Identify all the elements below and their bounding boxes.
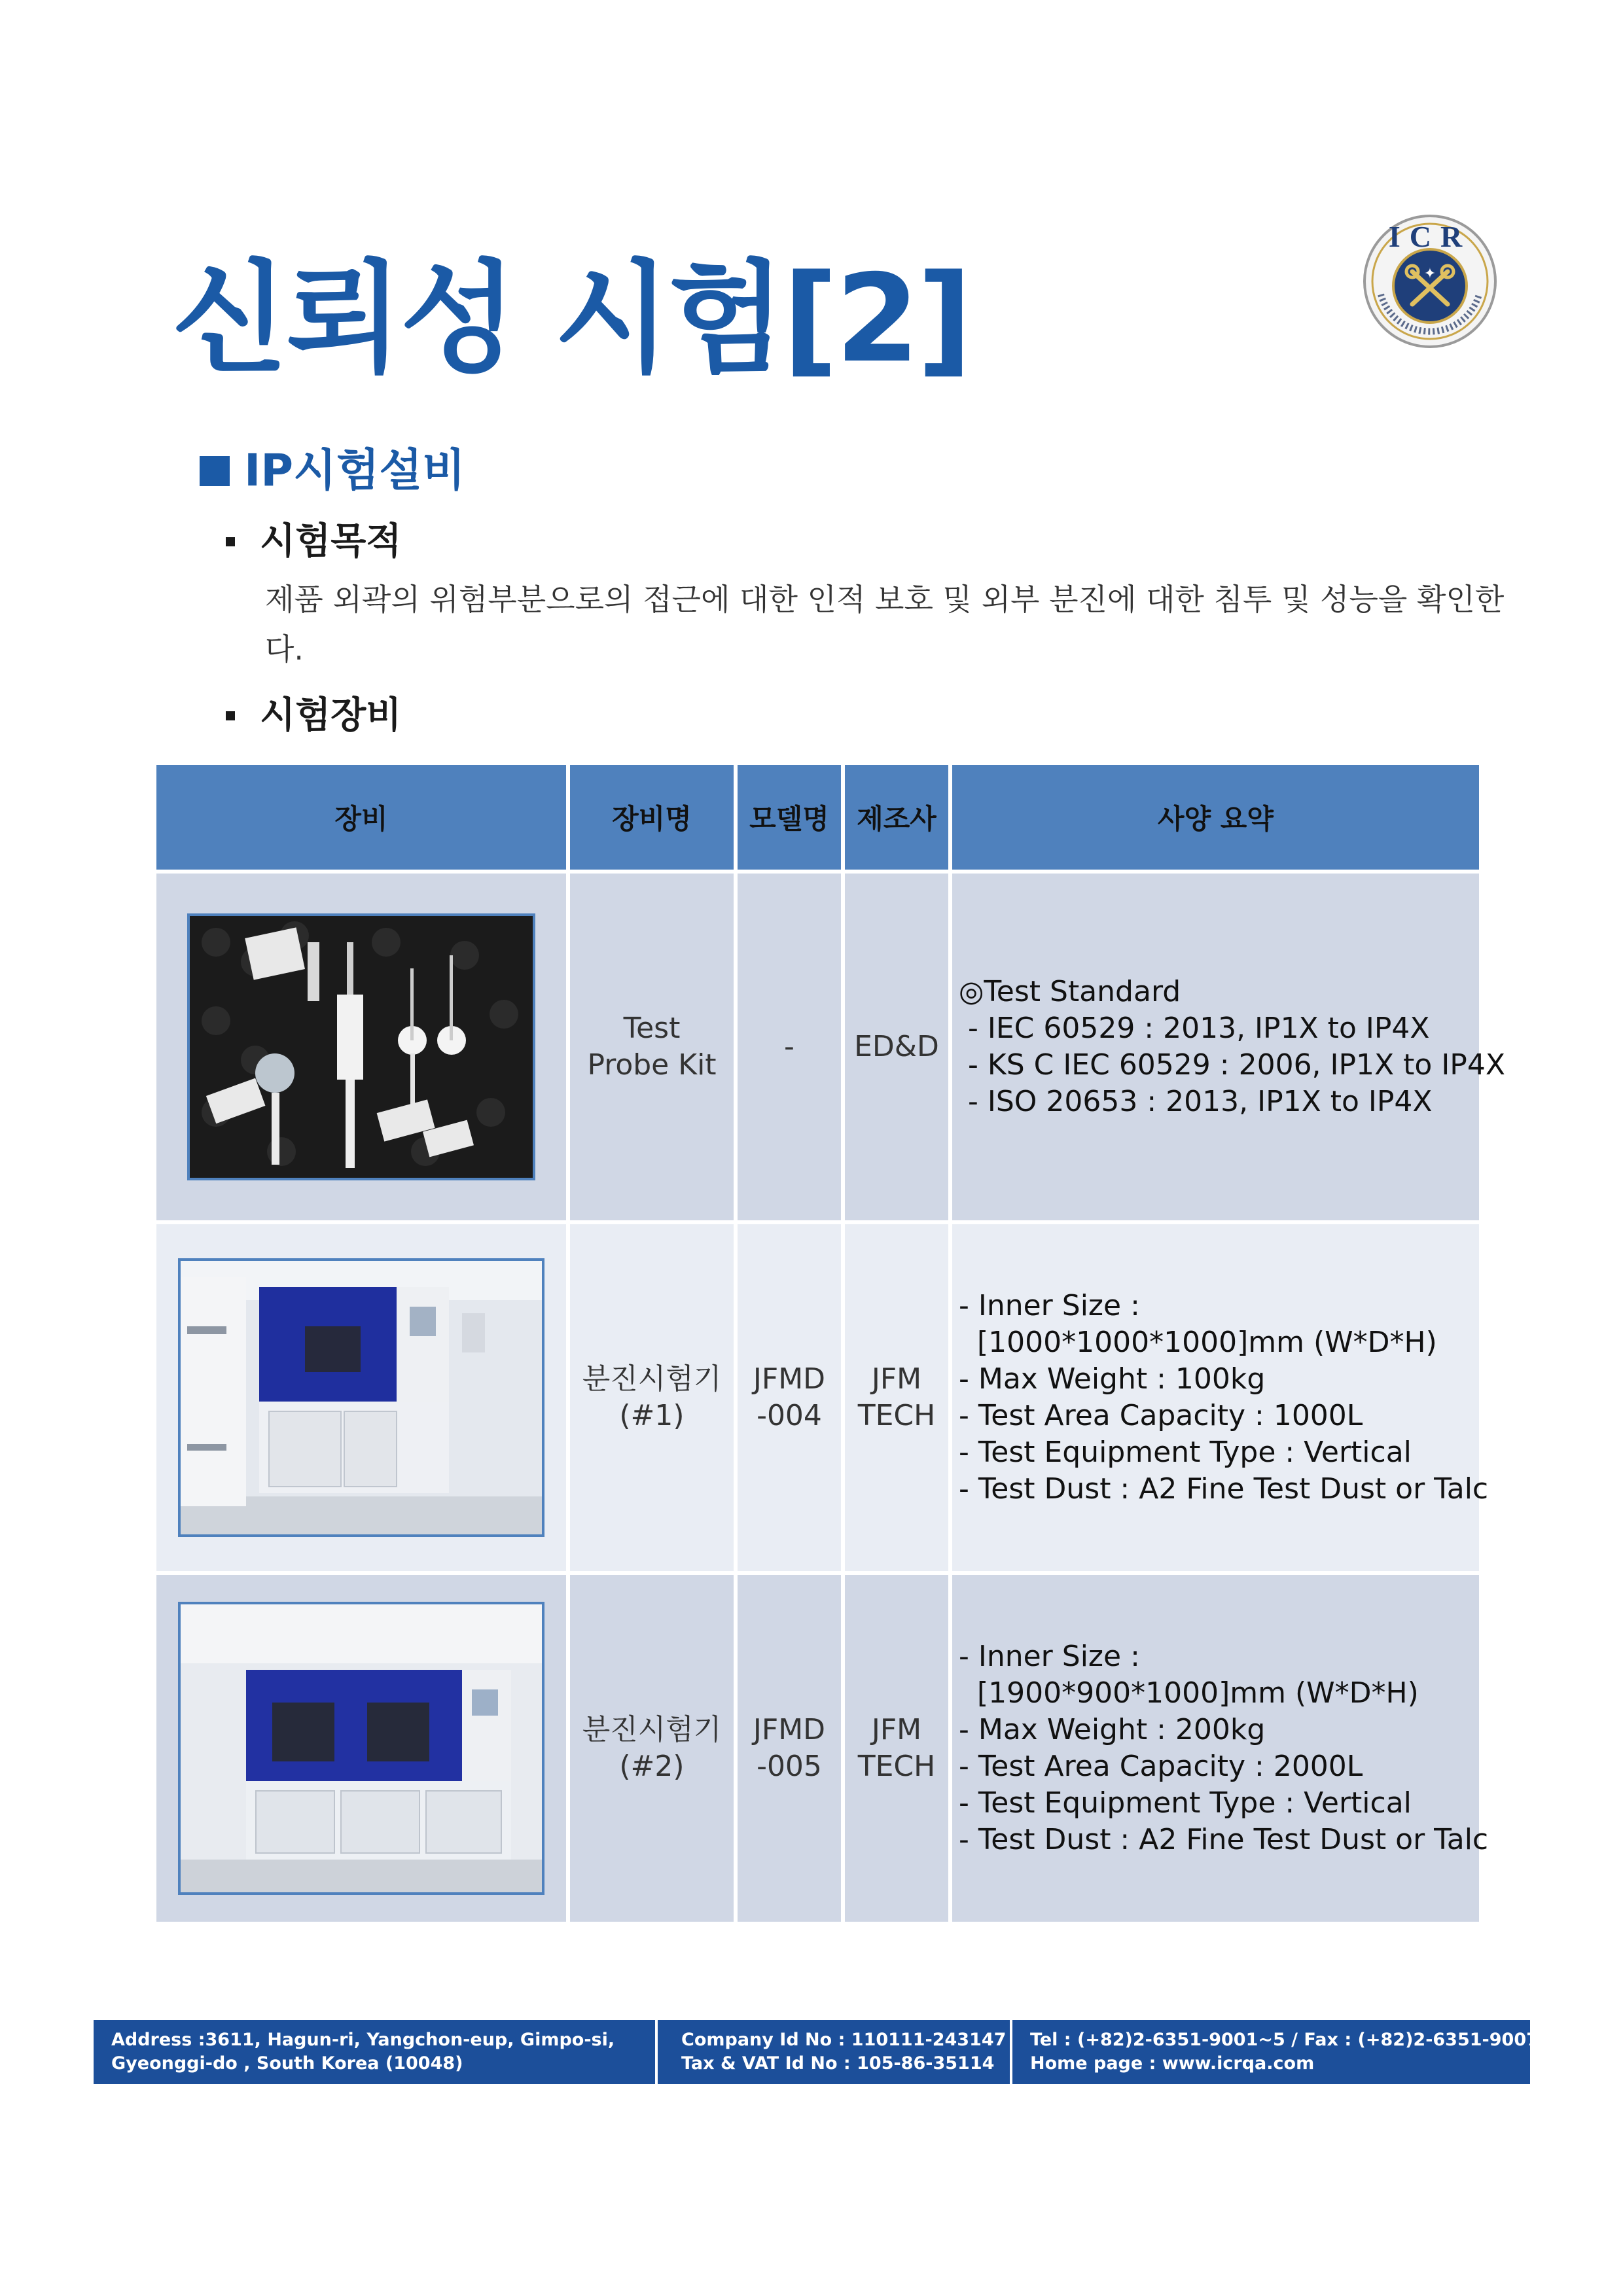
equipment-name-cell bbox=[568, 872, 736, 1222]
spec-cell bbox=[950, 1573, 1489, 1924]
spec-line: - KS C IEC 60529 : 2006, IP1X to IP4X bbox=[959, 1048, 1505, 1082]
square-bullet-icon bbox=[200, 456, 230, 486]
spec-line: - Inner Size : bbox=[959, 1289, 1140, 1322]
purpose-heading bbox=[226, 520, 402, 563]
section-title-text: IP시험설비 bbox=[244, 445, 465, 497]
maker-line: JFM bbox=[871, 1713, 922, 1746]
equipment-photo-cell bbox=[154, 1573, 568, 1924]
spec-line: - Test Area Capacity : 1000L bbox=[959, 1399, 1363, 1432]
footer-address-line: Gyeonggi-do , South Korea (10048) bbox=[111, 2053, 463, 2074]
model-line: JFMD bbox=[753, 1362, 826, 1396]
table-row bbox=[154, 872, 1481, 1222]
maker-line: ED&D bbox=[854, 1030, 939, 1063]
equipment-name-line: 분진시험기 bbox=[582, 1713, 722, 1746]
header-equipment: 장비 bbox=[154, 763, 568, 872]
spec-line: [1000*1000*1000]mm (W*D*H) bbox=[959, 1326, 1437, 1359]
spec-line: - ISO 20653 : 2013, IP1X to IP4X bbox=[959, 1085, 1433, 1118]
spec-cell bbox=[950, 1222, 1489, 1573]
svg-text:ICR: ICR bbox=[1388, 220, 1472, 253]
footer-divider bbox=[655, 2020, 658, 2084]
spec-line: - Test Equipment Type : Vertical bbox=[959, 1786, 1412, 1820]
spec-cell bbox=[950, 872, 1505, 1222]
equipment-name-cell bbox=[568, 1573, 736, 1924]
maker-line: JFM bbox=[871, 1362, 922, 1396]
spec-line: - Test Equipment Type : Vertical bbox=[959, 1436, 1412, 1469]
table-row bbox=[154, 1222, 1481, 1573]
footer-company-id: Company Id No : 110111-243147 bbox=[681, 2030, 1007, 2050]
maker-cell bbox=[843, 872, 950, 1222]
equipment-name-line: Probe Kit bbox=[587, 1048, 717, 1082]
spec-line: - Test Dust : A2 Fine Test Dust or Talc bbox=[959, 1472, 1489, 1506]
footer-divider bbox=[1010, 2020, 1012, 2084]
maker-cell bbox=[843, 1222, 950, 1573]
header-equipment-name: 장비명 bbox=[568, 763, 736, 872]
spec-line: ◎Test Standard bbox=[959, 975, 1181, 1008]
footer-address bbox=[111, 2028, 615, 2075]
purpose-heading-text: 시험목적 bbox=[260, 520, 402, 563]
equipment-name-line: (#1) bbox=[619, 1399, 685, 1432]
maker-line: TECH bbox=[857, 1750, 936, 1783]
footer-tax-id: Tax & VAT Id No : 105-86-35114 bbox=[681, 2053, 995, 2074]
table-row bbox=[154, 1573, 1481, 1924]
icr-logo bbox=[1361, 213, 1499, 350]
spec-line: - Test Area Capacity : 2000L bbox=[959, 1750, 1363, 1783]
dust-chamber-1-photo bbox=[178, 1258, 544, 1537]
footer-address-line: Address :3611, Hagun-ri, Yangchon-eup, Gimpo-si, bbox=[111, 2030, 615, 2050]
model-cell bbox=[736, 1573, 843, 1924]
model-line: -004 bbox=[757, 1399, 822, 1432]
spec-line: - Max Weight : 100kg bbox=[959, 1362, 1266, 1396]
equipment-photo-cell bbox=[154, 1222, 568, 1573]
header-maker: 제조사 bbox=[843, 763, 950, 872]
spec-line: - Max Weight : 200kg bbox=[959, 1713, 1266, 1746]
header-model: 모델명 bbox=[736, 763, 843, 872]
equipment-name-cell bbox=[568, 1222, 736, 1573]
spec-line: - Inner Size : bbox=[959, 1640, 1140, 1673]
purpose-body: 제품 외곽의 위험부분으로의 접근에 대한 인적 보호 및 외부 분진에 대한 침투 및 성능을 확인한다. bbox=[265, 582, 1505, 667]
model-line: JFMD bbox=[753, 1713, 826, 1746]
page-title: 신뢰성 시험[2] bbox=[171, 248, 970, 389]
header-spec: 사양 요약 bbox=[950, 763, 1481, 872]
spec-line: [1900*900*1000]mm (W*D*H) bbox=[959, 1676, 1419, 1710]
maker-cell bbox=[843, 1573, 950, 1924]
equipment-heading-text: 시험장비 bbox=[260, 694, 402, 737]
probe-kit-photo bbox=[187, 913, 535, 1180]
equipment-table bbox=[152, 761, 1505, 1926]
spec-line: - Test Dust : A2 Fine Test Dust or Talc bbox=[959, 1823, 1489, 1856]
dust-chamber-2-photo bbox=[178, 1602, 544, 1895]
equipment-name-line: Test bbox=[623, 1012, 681, 1045]
footer-homepage[interactable]: Home page : www.icrqa.com bbox=[1030, 2053, 1315, 2074]
footer-company bbox=[681, 2028, 1006, 2075]
equipment-name-line: 분진시험기 bbox=[582, 1362, 722, 1396]
footer-contact bbox=[1030, 2028, 1539, 2075]
maker-line: TECH bbox=[857, 1399, 936, 1432]
equipment-photo-cell bbox=[154, 872, 568, 1222]
spec-line: - IEC 60529 : 2013, IP1X to IP4X bbox=[959, 1012, 1430, 1045]
section-title bbox=[200, 445, 465, 497]
equipment-name-line: (#2) bbox=[619, 1750, 685, 1783]
footer bbox=[94, 2020, 1539, 2084]
footer-tel: Tel : (+82)2-6351-9001~5 / Fax : (+82)2-6351-9007 bbox=[1030, 2030, 1539, 2050]
svg-text:✦: ✦ bbox=[1423, 266, 1436, 282]
bullet-icon bbox=[226, 711, 235, 720]
bullet-icon bbox=[226, 537, 235, 546]
model-cell bbox=[736, 1222, 843, 1573]
model-cell bbox=[736, 872, 843, 1222]
model-line: -005 bbox=[757, 1750, 822, 1783]
equipment-heading bbox=[226, 694, 402, 737]
model-line: - bbox=[784, 1030, 794, 1063]
